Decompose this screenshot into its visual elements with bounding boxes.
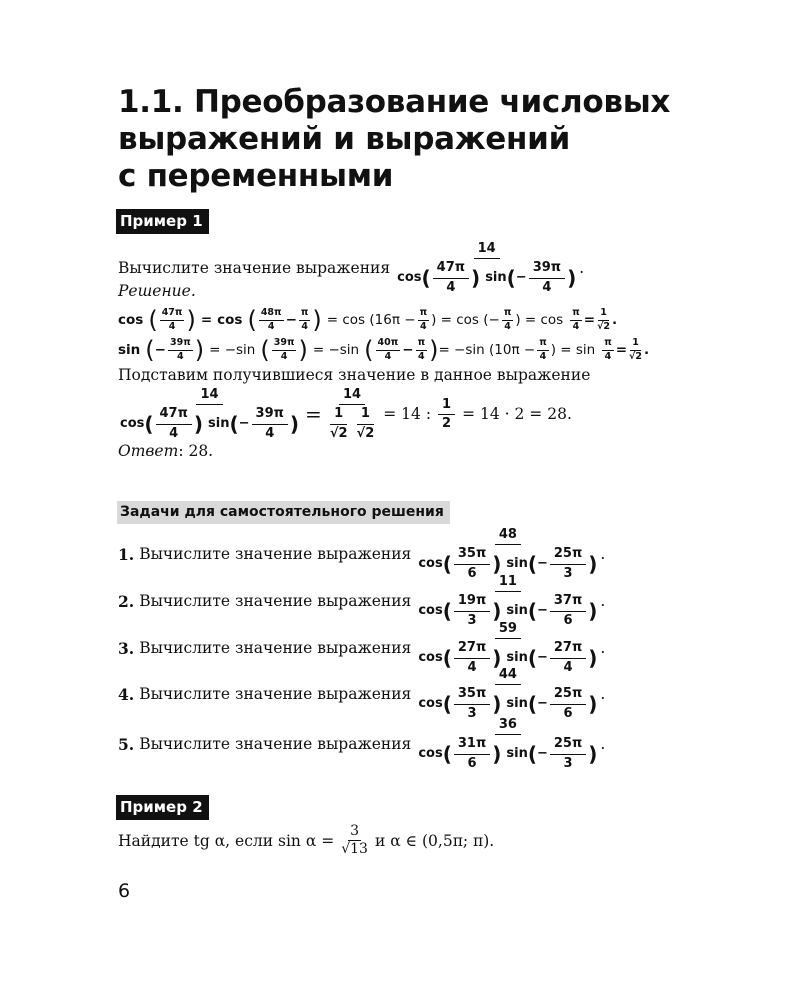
example-2-tag: Пример 2	[116, 795, 209, 820]
example-2-text: Найдите tg α, если sin α = $\frac{3}{√13}$ и α ∈ (0,5π; π).	[118, 823, 495, 858]
answer-line: Ответ : 28.	[118, 442, 214, 460]
title-line-2: выражений и выражений	[118, 121, 570, 157]
fraction-denominator: cos ( $\frac{47\pi}{4}$ ) sin ( − $\frac{39\pi}{4}$ )	[397, 260, 577, 295]
page-number: 6	[118, 880, 131, 902]
page-title	[118, 84, 718, 195]
task-item: 5. Вычислите значение выражения 36 cos ( $\frac{31\pi}{6}$ ) sin ( − $\frac{25\pi}{3}$ ) .	[118, 717, 606, 771]
example-1-tag: Пример 1	[116, 209, 209, 234]
task-item: 3. Вычислите значение выражения 59 cos ( $\frac{27\pi}{4}$ ) sin ( − $\frac{27\pi}{4}$ ) .	[118, 621, 606, 675]
solution-label: Решение.	[118, 282, 196, 300]
fraction-numerator: 14	[474, 242, 500, 259]
tasks-tag: Задачи для самостоятельного решения	[117, 501, 450, 524]
main-fraction	[397, 242, 576, 295]
substitute-text: Подставим получившиеся значение в данное выражение	[118, 366, 591, 384]
example-1-prompt: Вычислите значение выражения 14 cos ( $\frac{47\pi}{4}$ ) sin ( − $\frac{39\pi}{4}$ ) .	[118, 241, 585, 295]
result-line: 14 cos ( $\frac{47\pi}{4}$ ) sin ( − $\frac{39\pi}{4}$ ) = 14 $\frac{1}{√2}$ $\frac{1}{√2}$ = 14 : $\frac{1}{2}$ = 14 · 2 = 28.	[120, 387, 572, 441]
task-item: 1. Вычислите значение выражения 48 cos ( $\frac{35\pi}{6}$ ) sin ( − $\frac{25\pi}{3}$ ) .	[118, 527, 606, 581]
task-item: 2. Вычислите значение выражения 11 cos ( $\frac{19\pi}{3}$ ) sin ( − $\frac{37\pi}{6}$ ) .	[118, 574, 606, 628]
task-item: 4. Вычислите значение выражения 44 cos ( $\frac{35\pi}{3}$ ) sin ( − $\frac{25\pi}{6}$ ) .	[118, 667, 606, 721]
title-line-1: 1.1. Преобразование числовых	[118, 84, 671, 120]
prompt-text: Вычислите значение выражения	[118, 259, 391, 278]
cos-derivation: cos ( $\frac{47\pi}{4}$ ) = cos ( $\frac{48\pi}{4}$ − $\frac{\pi}{4}$ ) = cos (16π − $\frac{\pi}{4}$ ) = cos (− $\frac{\pi}{4}$ ) = cos $\frac{\pi}{4}$ = $\frac{1}{√2}$ .	[118, 306, 618, 334]
title-line-3: с переменными	[118, 158, 394, 194]
sin-derivation: sin ( − $\frac{39\pi}{4}$ ) = −sin ( $\frac{39\pi}{4}$ ) = −sin ( $\frac{40\pi}{4}$ − $\frac{\pi}{4}$ ) = −sin (10π − $\frac{\pi}{4}$ ) = sin $\frac{\pi}{4}$ = $\frac{1}{√2}$ .	[118, 336, 650, 364]
